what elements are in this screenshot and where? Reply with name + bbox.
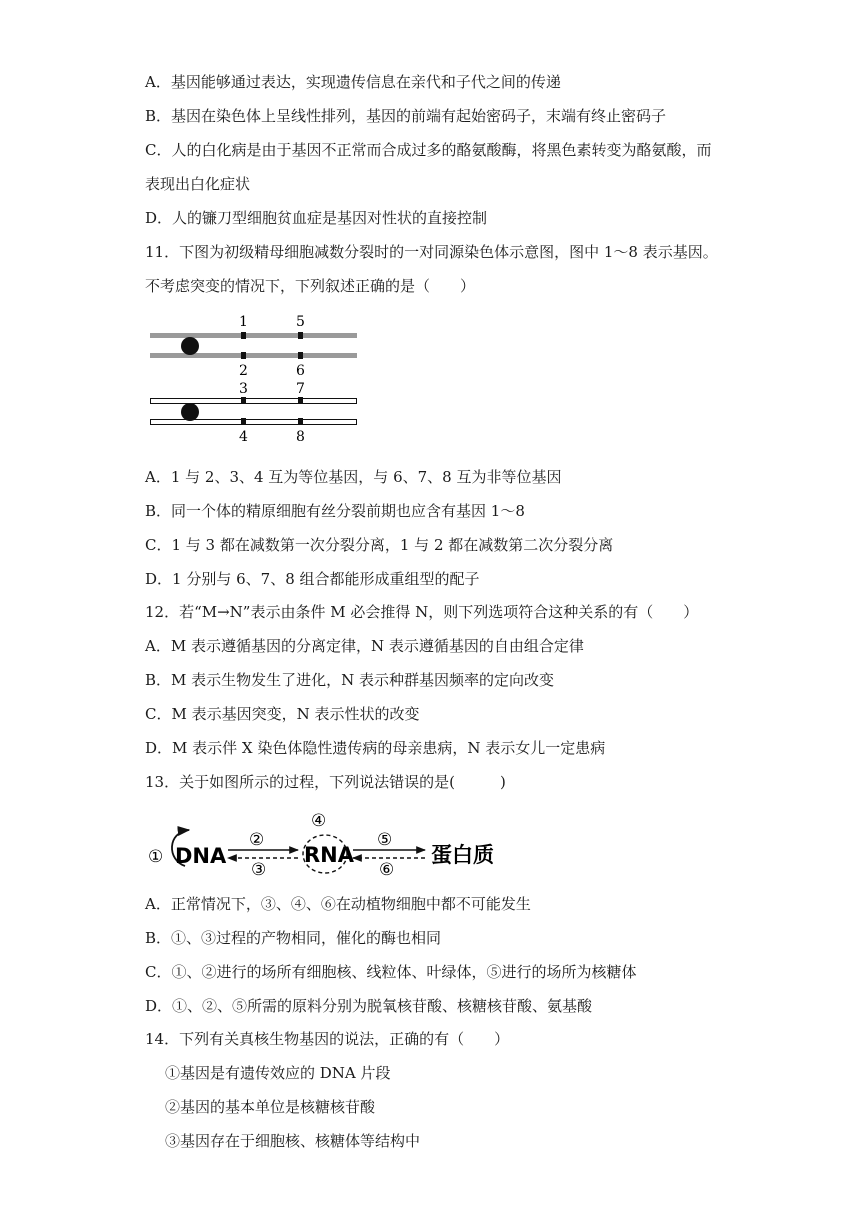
homologous-chromosome-figure: [145, 312, 365, 444]
q10-option-b: B．基因在染色体上呈线性排列，基因的前端有起始密码子，末端有终止密码子: [145, 107, 667, 125]
gene-label-1: 1: [239, 314, 248, 330]
q11-stem-line2: 不考虑突变的情况下，下列叙述正确的是（ ）: [145, 277, 476, 295]
q12-option-d: D．M 表示伴 X 染色体隐性遗传病的母亲患病，N 表示女儿一定患病: [145, 739, 606, 757]
q10-option-c-continued: 表现出白化症状: [145, 175, 251, 193]
process-2-label: ②: [249, 830, 265, 850]
q11-option-a: A．1 与 2、3、4 互为等位基因，与 6、7、8 互为非等位基因: [145, 468, 562, 486]
q11-stem-line1: 11．下图为初级精母细胞减数分裂时的一对同源染色体示意图，图中 1～8 表示基因。: [145, 243, 718, 261]
gene-label-7: 7: [296, 381, 305, 397]
gene-locus-8: [298, 418, 303, 425]
q13-option-a: A．正常情况下，③、④、⑥在动植物细胞中都不可能发生: [145, 895, 531, 913]
q14-item-2: ②基因的基本单位是核糖核苷酸: [165, 1098, 376, 1116]
q14-item-3: ③基因存在于细胞核、核糖体等结构中: [165, 1132, 421, 1150]
q12-option-a: A．M 表示遵循基因的分离定律，N 表示遵循基因的自由组合定律: [145, 637, 584, 655]
process-5-label: ⑤: [377, 830, 393, 850]
gene-label-6: 6: [296, 363, 305, 379]
gene-label-4: 4: [239, 429, 248, 444]
q10-option-d: D．人的镰刀型细胞贫血症是基因对性状的直接控制: [145, 209, 488, 227]
process-1-label: ①: [148, 847, 164, 867]
chromosome-a-chromatid-top: [150, 333, 357, 338]
q13-option-d: D．①、②、⑤所需的原料分别为脱氧核苷酸、核糖核苷酸、氨基酸: [145, 997, 593, 1015]
gene-locus-2: [241, 352, 246, 359]
gene-label-5: 5: [296, 314, 305, 330]
q13-option-b: B．①、③过程的产物相同，催化的酶也相同: [145, 929, 442, 947]
chromosome-a-chromatid-bottom: [150, 353, 357, 358]
gene-locus-7: [298, 397, 303, 404]
dna-node: DNA: [175, 844, 227, 868]
rna-node: RNA: [304, 843, 354, 867]
q10-option-a: A．基因能够通过表达，实现遗传信息在亲代和子代之间的传递: [145, 73, 561, 91]
gene-label-3: 3: [239, 381, 248, 397]
gene-locus-3: [241, 397, 246, 404]
centromere-b: [181, 403, 199, 421]
q13-option-c: C．①、②进行的场所有细胞核、线粒体、叶绿体，⑤进行的场所为核糖体: [145, 963, 637, 981]
gene-locus-1: [241, 332, 246, 339]
q13-stem: 13．关于如图所示的过程，下列说法错误的是( ): [145, 773, 506, 791]
q14-stem: 14．下列有关真核生物基因的说法，正确的有（ ）: [145, 1030, 510, 1048]
q12-option-b: B．M 表示生物发生了进化，N 表示种群基因频率的定向改变: [145, 671, 555, 689]
central-dogma-figure: [145, 808, 505, 880]
process-6-label: ⑥: [379, 860, 395, 880]
gene-locus-5: [298, 332, 303, 339]
q14-item-1: ①基因是有遗传效应的 DNA 片段: [165, 1064, 391, 1082]
centromere-a: [181, 337, 199, 355]
gene-label-8: 8: [296, 429, 305, 444]
q12-stem: 12．若“M→N”表示由条件 M 必会推得 N，则下列选项符合这种关系的有（ ）: [145, 603, 699, 621]
q10-option-c: C．人的白化病是由于基因不正常而合成过多的酪氨酸酶，将黑色素转变为酪氨酸，而: [145, 141, 712, 159]
q11-option-b: B．同一个体的精原细胞有丝分裂前期也应含有基因 1～8: [145, 502, 525, 520]
process-4-label: ④: [311, 811, 327, 831]
chromosome-b-chromatid-top: [151, 399, 357, 404]
gene-locus-6: [298, 352, 303, 359]
q11-option-d: D．1 分别与 6、7、8 组合都能形成重组型的配子: [145, 570, 480, 588]
process-3-label: ③: [251, 860, 267, 880]
q12-option-c: C．M 表示基因突变，N 表示性状的改变: [145, 705, 420, 723]
chromosome-b-chromatid-bottom: [151, 420, 357, 425]
protein-node: 蛋白质: [431, 842, 494, 867]
q11-option-c: C．1 与 3 都在减数第一次分裂分离，1 与 2 都在减数第二次分裂分离: [145, 536, 614, 554]
gene-locus-4: [241, 418, 246, 425]
gene-label-2: 2: [239, 363, 248, 379]
